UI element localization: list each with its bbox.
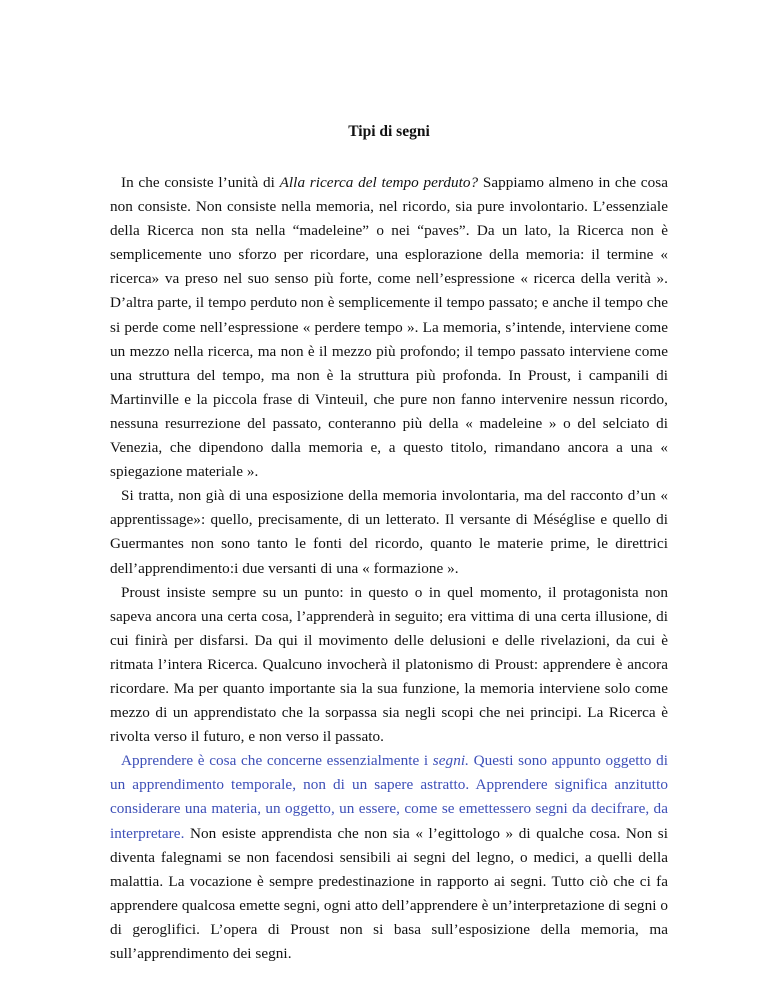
- paragraph-2: Si tratta, non già di una esposizione della memoria involontaria, ma del racconto d’un « apprentissage»: quello, precisamente, di un letterato. Il versante di Méséglise e quello di Guermantes non sono tanto le fonti del ricordo, quanto le materie prime, le direttrici dell’apprendimento:i due versanti di una « formazione ».: [110, 487, 668, 577]
- document-page: [110, 0, 668, 966]
- paragraph-1: [110, 171, 668, 484]
- highlighted-text-end: Questi sono appunto oggetto di un apprendimento temporale, non di un sapere astratto. Apprendere significa anzitutto considerare una materia, un oggetto, un essere, come se emettessero segni da decifrare, da interpretare.: [110, 752, 668, 842]
- document-body: [110, 171, 668, 966]
- paragraph-1-rest: Sappiamo almeno in che cosa non consiste. Non consiste nella memoria, nel ricordo, sia pure involontario. L’essenziale della Ricerca non sta nella “madeleine” o nei “paves”. Da un lato, la Ricerca non è semplicemente uno sforzo per ricordare, una esplorazione della memoria: il termine « ricerca» va preso nel suo senso più forte, come nell’espressione « ricerca della verità ». D’altra parte, il tempo perduto non è semplicemente il tempo passato; e anche il tempo che si perde come nell’espressione « perdere tempo ». La memoria, s’intende, interviene come un mezzo nella ricerca, ma non è il mezzo più profondo; il tempo passato interviene come una struttura del tempo, ma non è la struttura più profonda. In Proust, i campanili di Martinville e la piccola frase di Vinteuil, che pure non fanno intervenire nessun ricordo, nessuna resurrezione del passato, conteranno più della « madeleine » o del selciato di Venezia, che dipendono dalla memoria e, a questo titolo, rimandano ancora a una « spiegazione materiale ».: [110, 174, 668, 481]
- highlighted-text-start: Apprendere è cosa che concerne essenzialmente i: [121, 752, 433, 770]
- paragraph-4-rest: Non esiste apprendista che non sia « l’egittologo » di qualche cosa. Non si diventa falegnami se non facendosi sensibili ai segni del legno, o medici, a quelli della malattia. La vocazione è sempre predestinazione in rapporto ai segni. Tutto ciò che ci fa apprendere qualcosa emette segni, ogni atto dell’apprendere è un’interpretazione di segni o di geroglifici. L’opera di Proust non si basa sull’esposizione della memoria, ma sull’apprendimento dei segni.: [110, 824, 668, 962]
- paragraph-3: Proust insiste sempre su un punto: in questo o in quel momento, il protagonista non sapeva ancora una certa cosa, l’apprenderà in seguito; era vittima di una certa illusione, di cui finirà per disfarsi. Da qui il movimento delle delusioni e delle rivelazioni, da cui è ritmata l’intera Ricerca. Qualcuno invocherà il platonismo di Proust: apprendere è ancora ricordare. Ma per quanto importante sia la sua funzione, la memoria interviene solo come mezzo di un apprendistato che la sorpassa sia negli scopi che nei principi. La Ricerca è rivolta verso il futuro, e non verso il passato.: [110, 583, 668, 746]
- page-title: Tipi di segni: [348, 123, 430, 140]
- highlighted-term-segni: segni.: [432, 752, 469, 770]
- paragraph-1-intro: In che consiste l’unità di: [121, 174, 280, 191]
- paragraph-4: [110, 749, 668, 966]
- book-title: Alla ricerca del tempo perduto?: [279, 174, 479, 191]
